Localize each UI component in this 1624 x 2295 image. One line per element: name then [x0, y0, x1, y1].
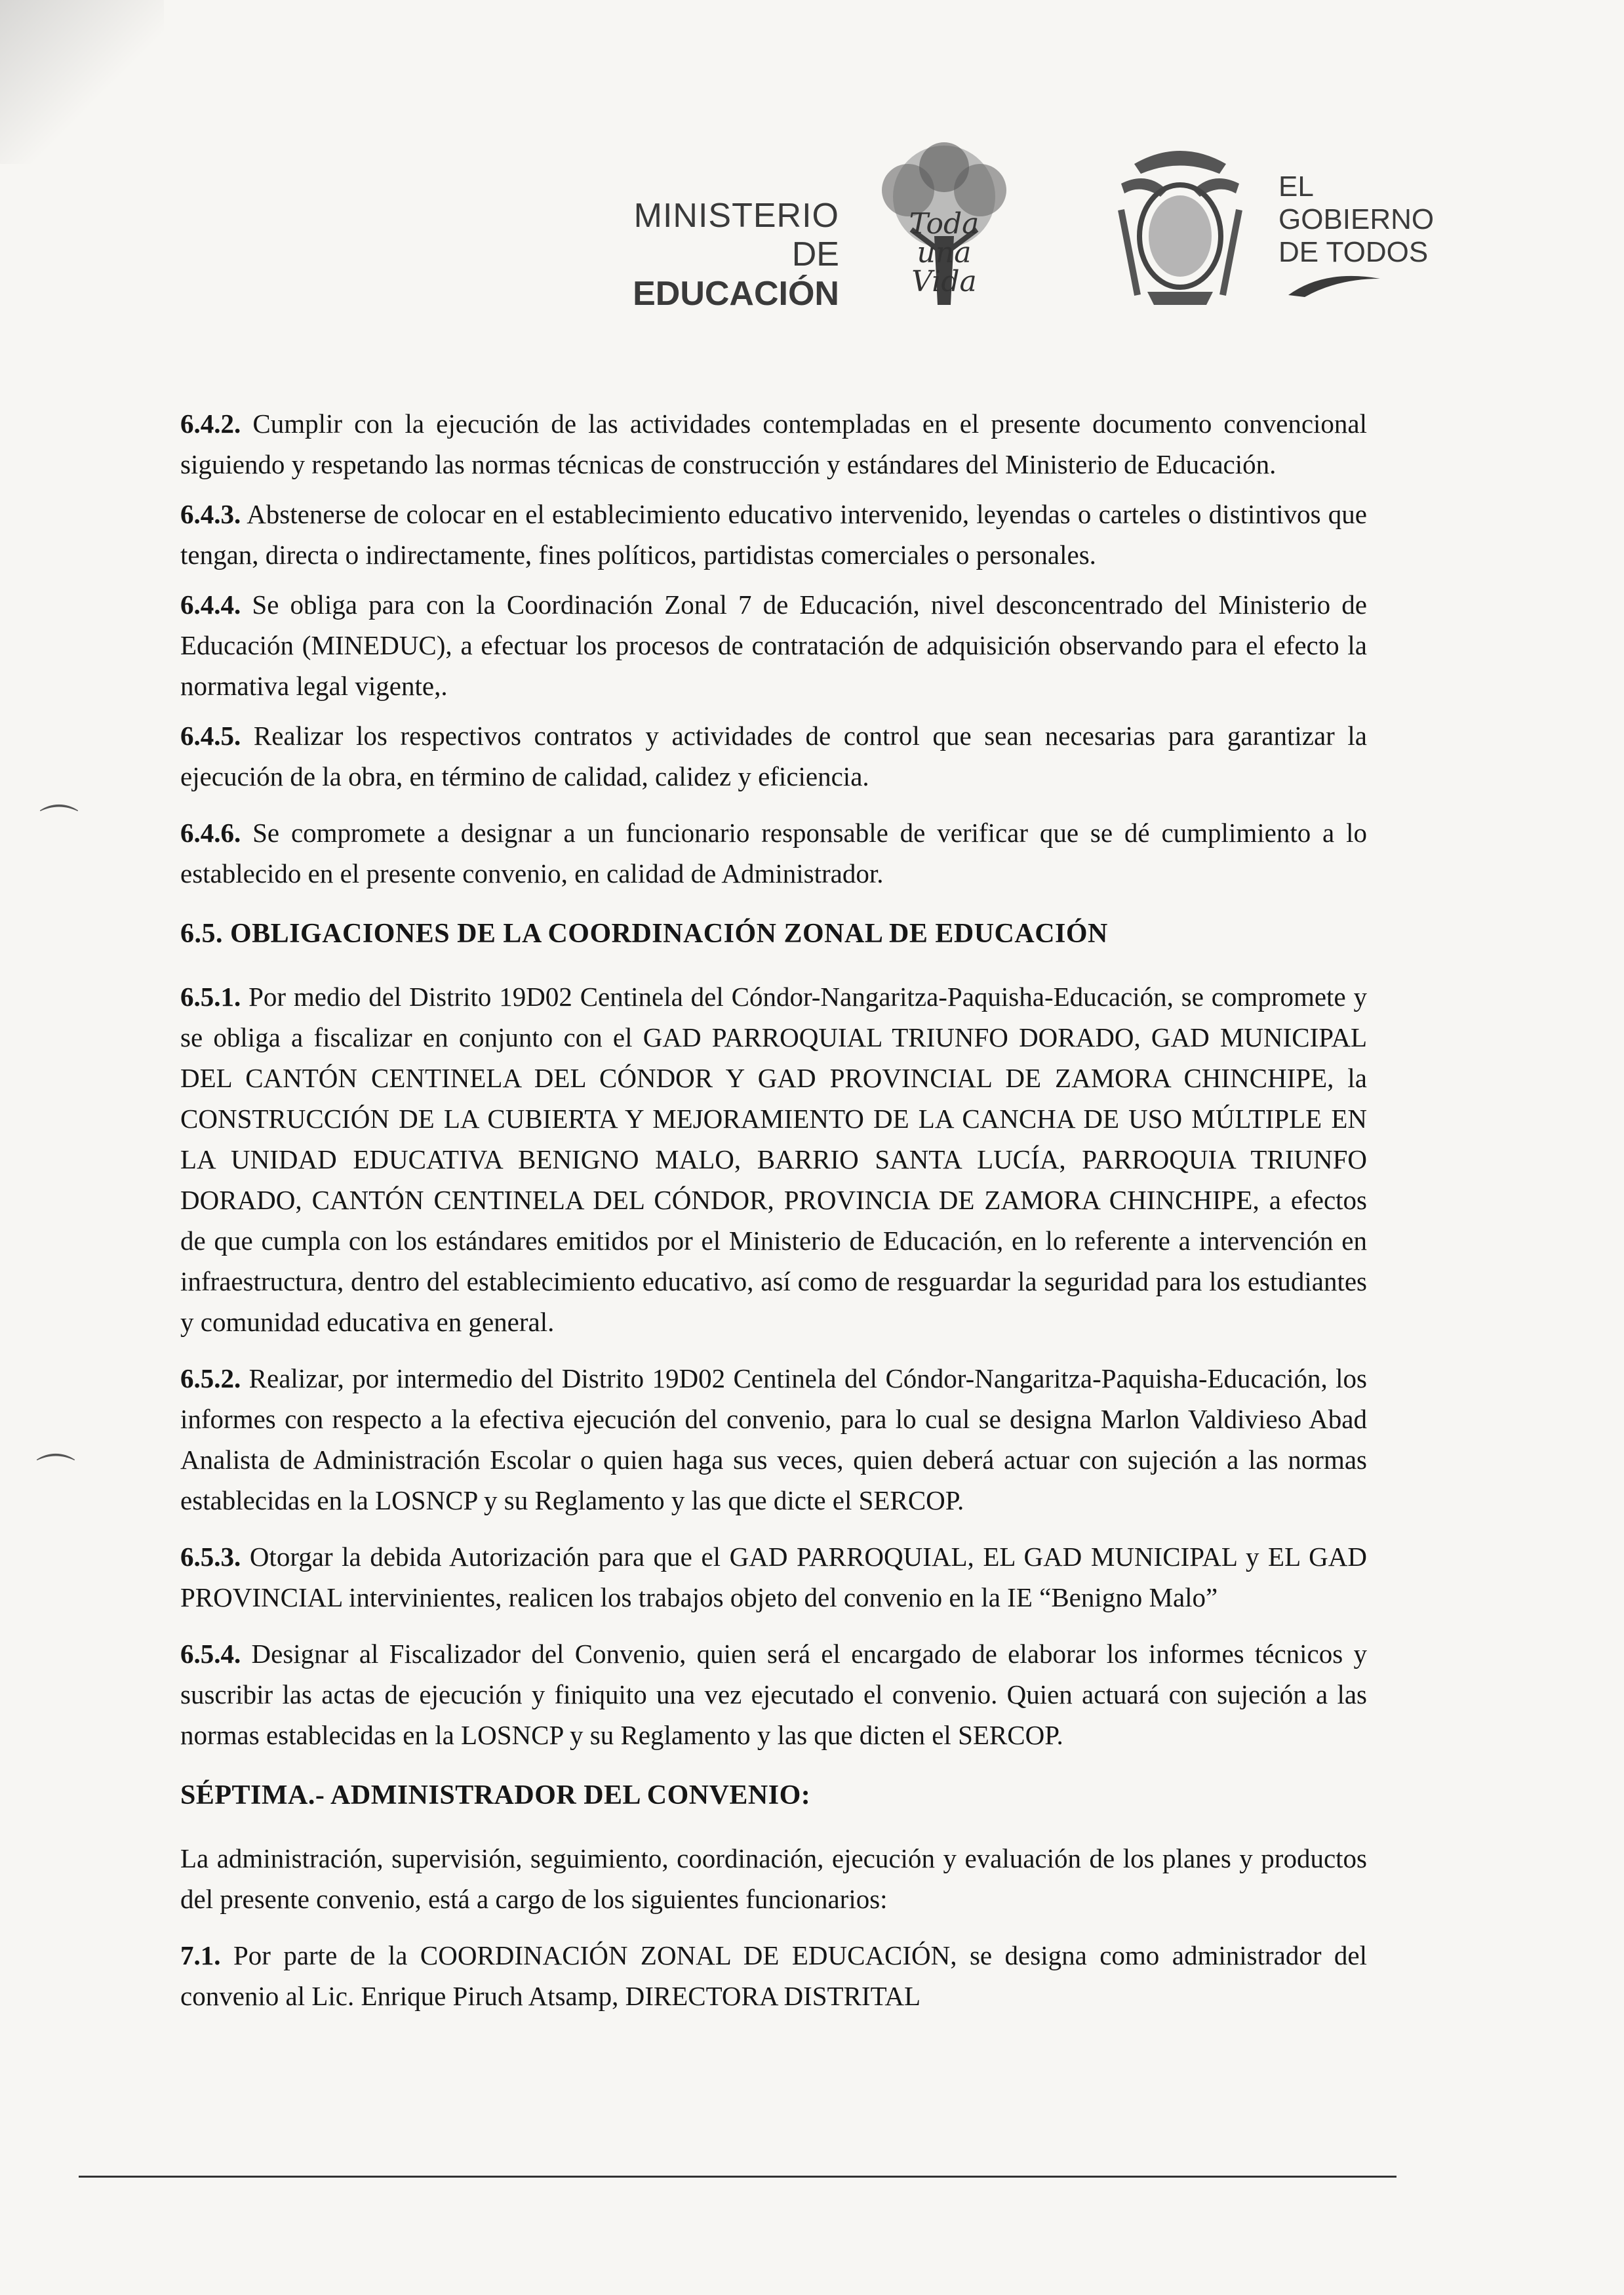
clause-number: 6.5.1.	[180, 982, 241, 1012]
clause-number: 6.5.3.	[180, 1542, 241, 1572]
clause-number: 6.4.2.	[180, 409, 241, 439]
coat-of-arms-icon	[1108, 144, 1252, 308]
clause-text: Realizar, por intermedio del Distrito 19D02 Centinela del Cóndor-Nangaritza-Paquisha-Educación, los informes con respecto a la efectiva ejecución del convenio, para lo cual se designa Marlon Valdivieso Abad Analista de Administración Escolar o quien haga sus veces, quien deberá actuar con sujeción a las normas establecidas en la LOSNCP y su Reglamento y las que dicte el SERCOP.	[180, 1363, 1368, 1515]
clause-6-4-2	[180, 403, 1367, 485]
tree-label-3: Vida	[911, 265, 977, 298]
clause-text: Otorgar la debida Autorización para que el GAD PARROQUIAL, EL GAD MUNICIPAL y EL GAD PROVINCIAL intervinientes, realicen los trabajos objeto del convenio en la IE “Benigno Malo”	[180, 1542, 1367, 1612]
footer-rule	[79, 2176, 1396, 2178]
clause-text: Realizar los respectivos contratos y actividades de control que sean necesarias para garantizar la ejecución de la obra, en término de calidad, calidez y eficiencia.	[180, 721, 1368, 791]
gov-line2: GOBIERNO	[1278, 203, 1435, 235]
gov-line3: DE TODOS	[1278, 236, 1429, 268]
clause-number: 6.4.3.	[180, 499, 241, 529]
clause-text: Abstenerse de colocar en el establecimiento educativo intervenido, leyendas o carteles o distintivos que tengan, directa o indirectamente, fines políticos, partidistas comerciales o personales.	[180, 499, 1367, 570]
swoosh-icon	[1285, 266, 1383, 298]
ministry-logo	[623, 197, 839, 313]
ministry-line2-bold: EDUCACIÓN	[633, 275, 839, 313]
clause-6-4-3	[180, 494, 1367, 575]
clause-6-4-5	[180, 715, 1367, 797]
clause-text: Por medio del Distrito 19D02 Centinela del Cóndor-Nangaritza-Paquisha-Educación, se compromete y se obliga a fiscalizar en conjunto con el GAD PARROQUIAL TRIUNFO DORADO, GAD MUNICIPAL DEL CANTÓN CENTINELA DEL CÓNDOR Y GAD PROVINCIAL DE ZAMORA CHINCHIPE, la CONSTRUCCIÓN DE LA CUBIERTA Y MEJORAMIENTO DE LA CANCHA DE USO MÚLTIPLE EN LA UNIDAD EDUCATIVA BENIGNO MALO, BARRIO SANTA LUCÍA, PARROQUIA TRIUNFO DORADO, CANTÓN CENTINELA DEL CÓNDOR, PROVINCIA DE ZAMORA CHINCHIPE, a efectos de que cumpla con los estándares emitidos por el Ministerio de Educación, en lo referente a intervención en infraestructura, dentro del establecimiento educativo, así como de resguardar la seguridad para los estudiantes y comunidad educativa en general.	[180, 982, 1367, 1337]
clause-7-1	[180, 1935, 1367, 2016]
document-body	[180, 403, 1367, 2026]
section-heading-septima: SÉPTIMA.- ADMINISTRADOR DEL CONVENIO:	[180, 1780, 811, 1810]
clause-number: 6.4.4.	[180, 589, 241, 620]
ministry-line1: MINISTERIO	[633, 197, 839, 235]
clause-text: Designar al Fiscalizador del Convenio, quien será el encargado de elaborar los informes técnicos y suscribir las actas de ejecución y finiquito una vez ejecutado el convenio. Quien actuará con sujeción a las normas establecidas en la LOSNCP y su Reglamento y las que dicten el SERCOP.	[180, 1639, 1367, 1750]
clause-6-5-4	[180, 1633, 1367, 1755]
clause-text: Se obliga para con la Coordinación Zonal 7 de Educación, nivel desconcentrado del Ministerio de Educación (MINEDUC), a efectuar los procesos de contratación de adquisición observando para el efecto la normativa legal vigente,.	[180, 589, 1368, 701]
margin-mark-icon: ⌒	[39, 802, 79, 848]
tree-label-2: una	[917, 236, 972, 269]
government-logo	[1278, 170, 1434, 269]
clause-text: Se compromete a designar a un funcionario responsable de verificar que se dé cumplimiento a lo establecido en el presente convenio, en calidad de Administrador.	[180, 818, 1367, 888]
clause-number: 6.4.5.	[180, 721, 241, 751]
tree-label-1: Toda	[909, 207, 980, 241]
clause-6-5-1	[180, 976, 1367, 1342]
margin-mark-icon: ⌒	[36, 1451, 75, 1497]
section-heading-6-5: 6.5. OBLIGACIONES DE LA COORDINACIÓN ZONAL DE EDUCACIÓN	[180, 919, 1108, 949]
ministry-line2	[623, 235, 839, 313]
gov-line1: EL	[1278, 170, 1314, 203]
clause-number: 6.5.4.	[180, 1639, 241, 1669]
tree-logo-text	[898, 207, 990, 298]
clause-6-4-4	[180, 584, 1367, 706]
clause-text: Por parte de la COORDINACIÓN ZONAL DE EDUCACIÓN, se designa como administrador del convenio al Lic. Enrique Piruch Atsamp, DIRECTORA DISTRITAL	[180, 1940, 1367, 2011]
clause-number: 6.4.6.	[180, 818, 241, 848]
clause-6-5-2	[180, 1358, 1367, 1521]
clause-6-5-3	[180, 1536, 1367, 1618]
clause-text: Cumplir con la ejecución de las actividades contempladas en el presente documento convencional siguiendo y respetando las normas técnicas de construcción y estándares del Ministerio de Educación.	[180, 409, 1368, 479]
section-7-intro: La administración, supervisión, seguimiento, coordinación, ejecución y evaluación de los planes y productos del presente convenio, está a cargo de los siguientes funcionarios:	[180, 1843, 1367, 1914]
clause-6-4-6	[180, 812, 1367, 894]
clause-number: 7.1.	[180, 1940, 221, 1970]
clause-number: 6.5.2.	[180, 1363, 241, 1393]
letterhead	[590, 125, 1435, 334]
scan-shadow	[0, 0, 164, 164]
ministry-line2-prefix: DE	[791, 235, 839, 273]
